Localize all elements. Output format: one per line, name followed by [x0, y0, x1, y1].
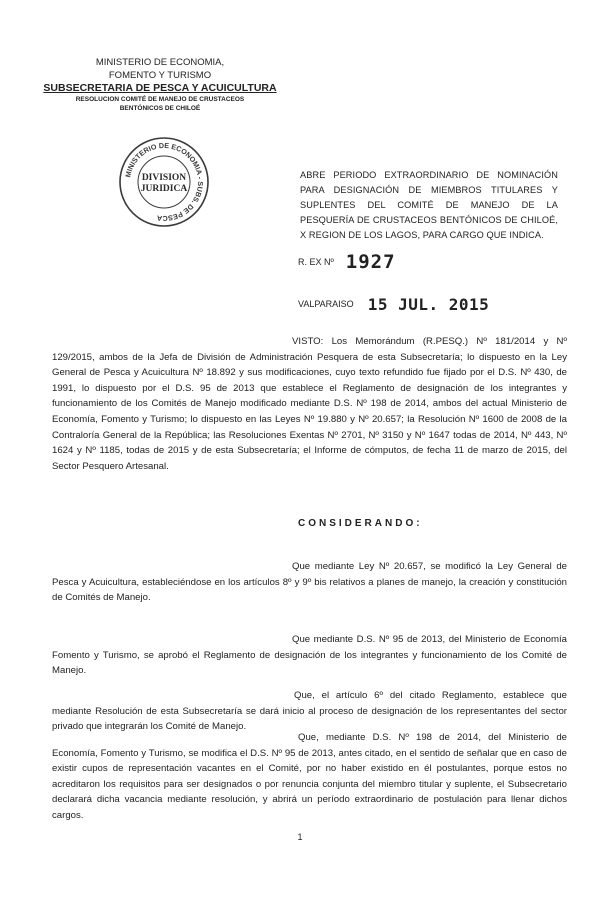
stamp-center-line1: DIVISION — [141, 173, 187, 183]
resolution-topic-cont: BENTÓNICOS DE CHILOÉ — [119, 105, 201, 112]
page-number: 1 — [297, 832, 303, 842]
considerando-heading: CONSIDERANDO: — [298, 518, 423, 529]
city: VALPARAISO — [298, 299, 354, 309]
ministry-name: MINISTERIO DE ECONOMIA, — [95, 57, 225, 68]
resolution-abstract: ABRE PERIODO EXTRAORDINARIO DE NOMINACIÓN PARA DESIGNACIÓN DE MIEMBROS TITULARES Y SUPLENTES DEL COMITÉ DE MANEJO DE LA PESQUERÍA DE CRUSTACEOS BENTÓNICOS DE CHILOÉ, X REGION DE LOS LAGOS, PARA CARGO QUE INDICA. — [300, 170, 558, 240]
resolution-number-line — [298, 248, 396, 273]
ministry-header — [40, 56, 280, 113]
stamp-center-line2: JURIDICA — [140, 184, 188, 194]
considerando-paragraph: Que, mediante D.S. Nº 198 de 2014, del Ministerio de Economía, Fomento y Turismo, se modifica el D.S. Nº 95 de 2013, antes citado, en el sentido de señalar que en caso de existir cupos de representación vacantes en el Comité, por no haber existido en él postulantes, porque estos no acreditaron los requisitos para ser designados o por renuncia conjunta del miembro titular y suplente, el Subsecretario declarará dicha vacancia mediante resolución, y abrirá un período extraordinario de postulación para llenar dichos cargos. — [52, 732, 567, 821]
division-juridica-stamp — [118, 136, 210, 228]
considerando-paragraph: Que mediante Ley Nº 20.657, se modificó la Ley General de Pesca y Acuicultura, estableciéndose en los artículos 8º y 9º bis relativos a planes de manejo, la creación y constitución de Comités de Manejo. — [52, 561, 567, 604]
resolution-topic: RESOLUCION COMITÉ DE MANEJO DE CRUSTACEOS — [75, 96, 245, 103]
issue-date-stamp: 15 JUL. 2015 — [367, 295, 490, 314]
considerando-paragraph: Que, el artículo 6º del citado Reglamento, establece que mediante Resolución de esta Subsecretaría se dará inicio al proceso de designación de los representantes del sector privado que integrarán los Comité de Manejo. — [52, 690, 567, 733]
visto-paragraph: VISTO: Los Memorándum (R.PESQ.) Nº 181/2014 y Nº 129/2015, ambos de la Jefa de División de Administración Pesquera de esta Subsecretaría; lo dispuesto en la Ley General de Pesca y Acuicultura Nº 18.892 y sus modificaciones, cuyo texto refundido fue fijado por el D.S. Nº 430, de 1991, lo dispuesto por el D.S. 95 de 2013 que establece el Reglamento de designación de los integrantes y funcionamiento de los Comités de Manejo modificado mediante D.S. Nº 198 de 2014, ambos del actual Ministerio de Economía, Fomento y Turismo; lo dispuesto en las Leyes Nº 19.880 y Nº 20.657; la Resolución Nº 1600 de 2008 de la Contraloría General de la República; las Resoluciones Exentas Nº 2701, Nº 3150 y Nº 1647 todas de 2014, Nº 443, Nº 1624 y Nº 1185, todas de 2015 y de esta Subsecretaría; el Informe de cómputos, de fecha 11 de marzo de 2015, del Sector Pesquero Artesanal. — [52, 336, 567, 472]
subsecretaria-name: SUBSECRETARIA DE PESCA Y ACUICULTURA — [43, 82, 277, 94]
resolution-label: R. EX Nº — [298, 257, 334, 267]
stamp-ring-text: MINISTERIO DE ECONOMIA - SUBS. DE PESCA — [123, 140, 206, 224]
date-line — [298, 292, 490, 314]
resolution-number: 1927 — [345, 251, 396, 273]
ministry-name-cont: FOMENTO Y TURISMO — [108, 70, 212, 81]
considerando-paragraph: Que mediante D.S. Nº 95 de 2013, del Ministerio de Economía Fomento y Turismo, se aprobó el Reglamento de designación de los integrantes y funcionamiento de los Comité de Manejo. — [52, 634, 567, 677]
